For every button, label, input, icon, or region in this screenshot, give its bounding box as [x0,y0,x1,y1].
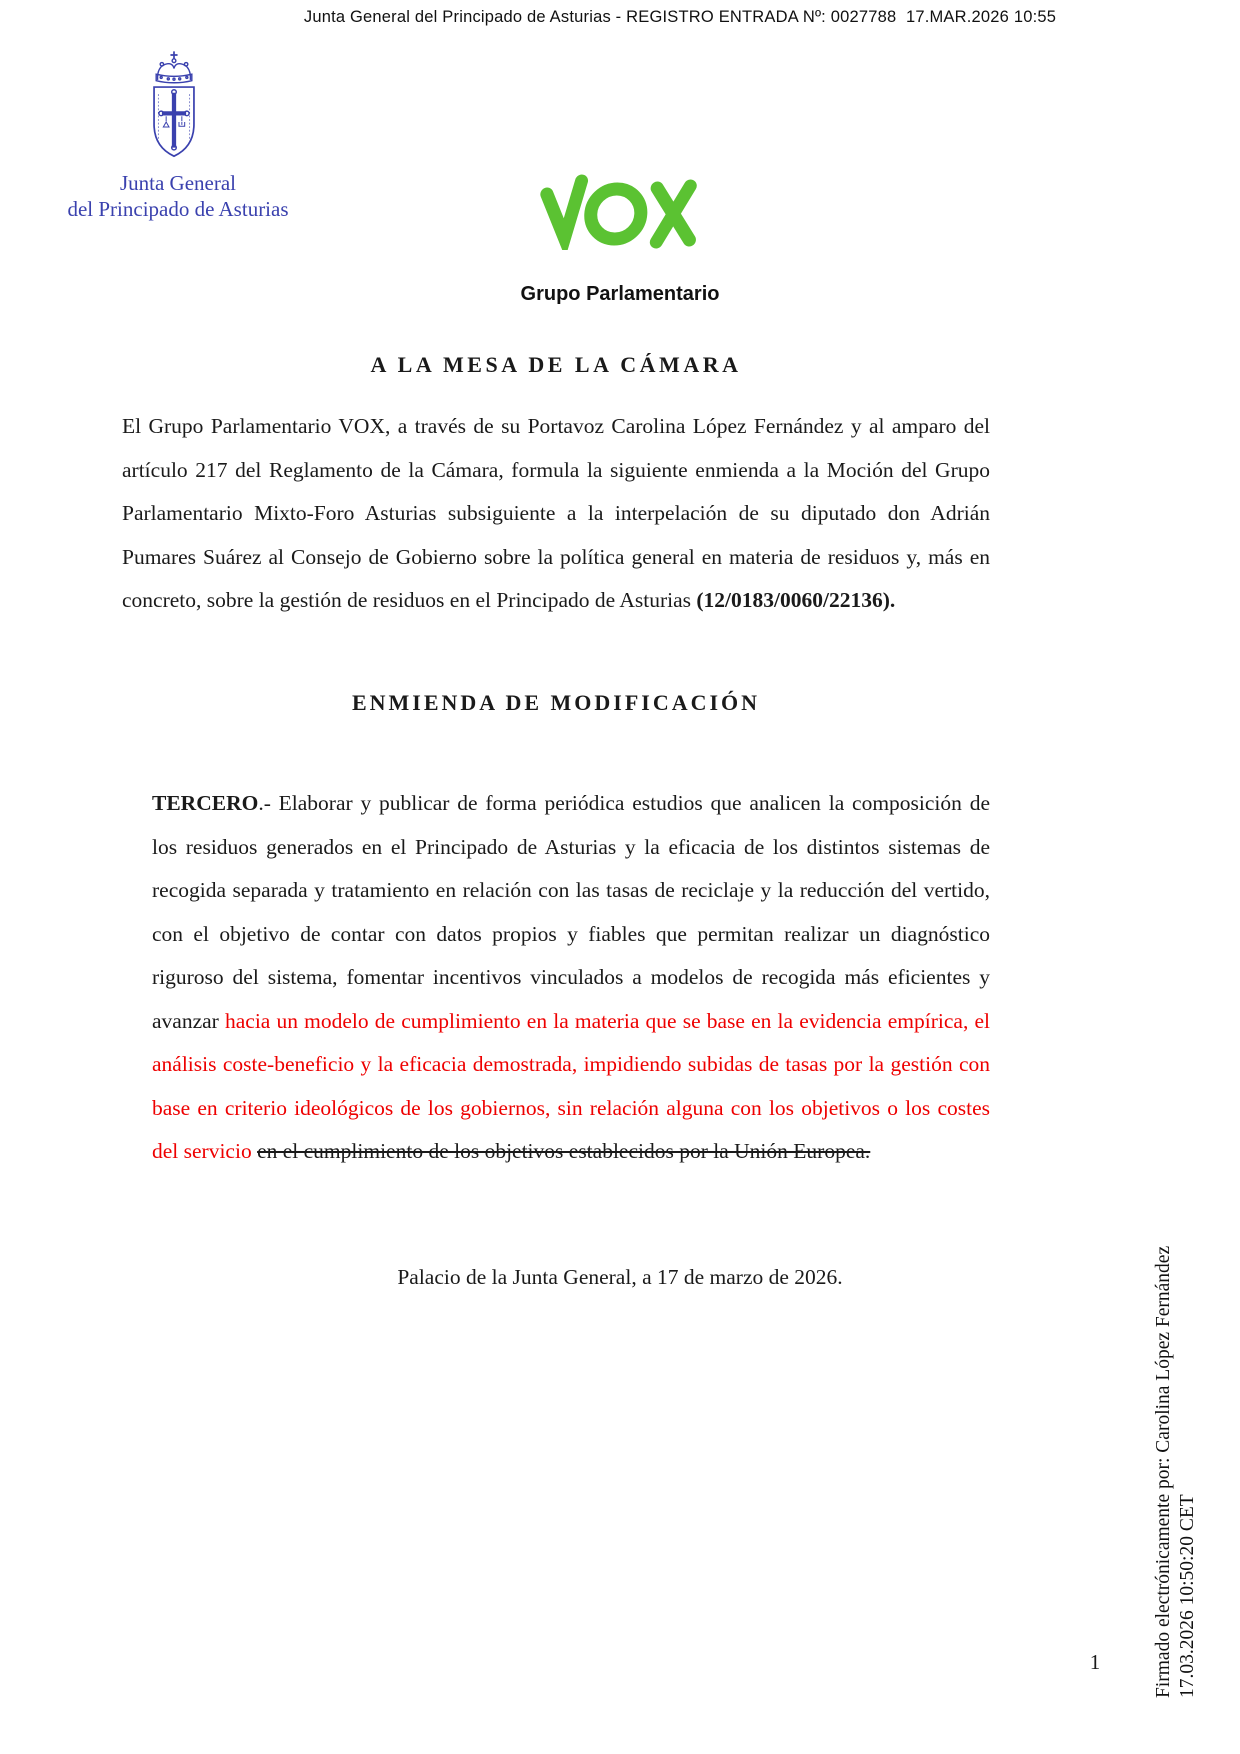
institution-name-line2: del Principado de Asturias [67,197,289,221]
institution-name-line1: Junta General [119,171,237,195]
institution-name [28,170,328,222]
page-number: 1 [1089,1650,1101,1674]
text-segment-bold: (12/0183/0060/22136). [696,588,896,612]
text-segment-normal: El Grupo Parlamentario VOX, a través de su Portavoz Carolina López Fernández y al amparo del artículo 217 del Reglamento de la Cámara, formula la siguiente enmienda a la Moción del Grupo Parlamentario Mixto-Foro Asturias subsiguiente a la interpelación de su diputado don Adrián Pumares Suárez al Consejo de Gobierno sobre la política general en materia de residuos y, más en concreto, sobre la gestión de residuos en el Principado de Asturias [122,414,990,612]
text-segment-red: hacia un modelo de cumplimiento en la materia que se base en la evidencia empírica, el análisis coste-beneficio y la eficacia demostrada, impidiendo subidas de tasas por la gestión con base en criterio ideológicos de los gobiernos, sin relación alguna con los objetivos o los costes del servicio [152,1008,990,1163]
signature-datetime-line: 17.03.2026 10:50:20 CET [1177,1494,1198,1698]
asturias-coat-of-arms-icon [138,50,210,164]
salutation-heading: A LA MESA DE LA CÁMARA [370,352,742,377]
amendment-text [152,782,990,1174]
text-segment-normal: .- Elaborar y publicar de forma periódica estudios que analicen la composición de los residuos generados en el Principado de Asturias y la eficacia de los distintos sistemas de recogida separada y tratamiento en relación con las tasas de reciclaje y la reducción del vertido, con el objetivo de contar con datos propios y fiables que permitan realizar un diagnóstico riguroso del sistema, fomentar incentivos vinculados a modelos de recogida más eficientes y avanzar [152,791,990,1033]
text-segment-bold: TERCERO [152,791,259,815]
intro-paragraph [122,405,990,623]
party-group-label: Grupo Parlamentario [520,283,720,305]
closing-place-date: Palacio de la Junta General, a 17 de marzo de 2026. [397,1265,843,1289]
registry-entry-stamp: Junta General del Principado de Asturias - REGISTRO ENTRADA Nº: 0027788 17.MAR.2026 10:55 [303,8,1057,26]
vox-logo-icon [530,172,700,250]
amendment-type-heading: ENMIENDA DE MODIFICACIÓN [351,690,761,715]
text-segment-strike: en el cumplimiento de los objetivos establecidos por la Unión Europea. [257,1139,871,1163]
signature-signer-line: Firmado electrónicamente por: Carolina López Fernández [1153,1245,1174,1698]
